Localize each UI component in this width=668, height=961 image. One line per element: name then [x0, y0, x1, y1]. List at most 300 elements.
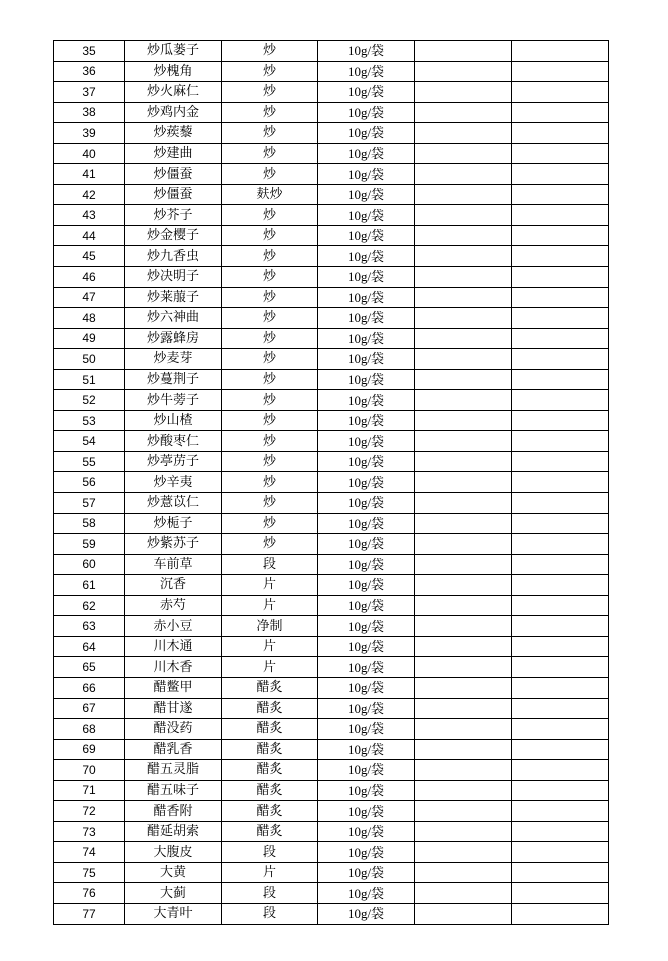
process-method: 炒: [222, 472, 318, 493]
blank-cell: [415, 636, 512, 657]
blank-cell: [512, 205, 609, 226]
table-row: [54, 184, 609, 205]
package-spec: 10g/袋: [318, 349, 415, 370]
blank-cell: [415, 369, 512, 390]
blank-cell: [415, 102, 512, 123]
process-method: 炒: [222, 349, 318, 370]
package-spec: 10g/袋: [318, 739, 415, 760]
table-row: [54, 575, 609, 596]
package-spec: 10g/袋: [318, 390, 415, 411]
table-row: [54, 801, 609, 822]
blank-cell: [415, 225, 512, 246]
herb-name: 炒芥子: [125, 205, 222, 226]
row-number: 45: [54, 246, 125, 267]
package-spec: 10g/袋: [318, 801, 415, 822]
table-row: [54, 287, 609, 308]
package-spec: 10g/袋: [318, 246, 415, 267]
table-row: [54, 82, 609, 103]
herb-name: 赤小豆: [125, 616, 222, 637]
blank-cell: [512, 534, 609, 555]
table-row: [54, 636, 609, 657]
table-body: [54, 41, 609, 925]
table-row: [54, 657, 609, 678]
row-number: 54: [54, 431, 125, 452]
blank-cell: [512, 883, 609, 904]
blank-cell: [415, 698, 512, 719]
row-number: 38: [54, 102, 125, 123]
process-method: 段: [222, 842, 318, 863]
row-number: 53: [54, 410, 125, 431]
process-method: 段: [222, 903, 318, 924]
herb-name: 醋香附: [125, 801, 222, 822]
row-number: 43: [54, 205, 125, 226]
table-row: [54, 493, 609, 514]
blank-cell: [415, 41, 512, 62]
blank-cell: [415, 534, 512, 555]
process-method: 醋炙: [222, 698, 318, 719]
blank-cell: [415, 143, 512, 164]
process-method: 麸炒: [222, 184, 318, 205]
package-spec: 10g/袋: [318, 595, 415, 616]
herb-name: 大蓟: [125, 883, 222, 904]
blank-cell: [512, 677, 609, 698]
blank-cell: [512, 246, 609, 267]
blank-cell: [512, 554, 609, 575]
process-method: 炒: [222, 431, 318, 452]
blank-cell: [415, 842, 512, 863]
blank-cell: [415, 739, 512, 760]
blank-cell: [415, 287, 512, 308]
blank-cell: [415, 267, 512, 288]
table-row: [54, 205, 609, 226]
row-number: 56: [54, 472, 125, 493]
package-spec: 10g/袋: [318, 82, 415, 103]
row-number: 48: [54, 308, 125, 329]
blank-cell: [415, 821, 512, 842]
package-spec: 10g/袋: [318, 369, 415, 390]
blank-cell: [415, 677, 512, 698]
package-spec: 10g/袋: [318, 554, 415, 575]
herb-name: 醋五味子: [125, 780, 222, 801]
package-spec: 10g/袋: [318, 677, 415, 698]
row-number: 36: [54, 61, 125, 82]
row-number: 59: [54, 534, 125, 555]
package-spec: 10g/袋: [318, 616, 415, 637]
blank-cell: [512, 410, 609, 431]
blank-cell: [512, 801, 609, 822]
blank-cell: [415, 451, 512, 472]
package-spec: 10g/袋: [318, 225, 415, 246]
blank-cell: [512, 349, 609, 370]
blank-cell: [512, 760, 609, 781]
package-spec: 10g/袋: [318, 431, 415, 452]
herb-name: 醋甘遂: [125, 698, 222, 719]
process-method: 炒: [222, 328, 318, 349]
blank-cell: [512, 390, 609, 411]
package-spec: 10g/袋: [318, 410, 415, 431]
row-number: 49: [54, 328, 125, 349]
row-number: 70: [54, 760, 125, 781]
blank-cell: [512, 287, 609, 308]
herb-name: 炒鸡内金: [125, 102, 222, 123]
blank-cell: [512, 328, 609, 349]
blank-cell: [512, 431, 609, 452]
blank-cell: [415, 862, 512, 883]
blank-cell: [415, 410, 512, 431]
table-row: [54, 739, 609, 760]
process-method: 炒: [222, 205, 318, 226]
blank-cell: [512, 369, 609, 390]
herb-name: 炒瓜蒌子: [125, 41, 222, 62]
process-method: 片: [222, 657, 318, 678]
herb-name: 炒紫苏子: [125, 534, 222, 555]
package-spec: 10g/袋: [318, 287, 415, 308]
blank-cell: [415, 513, 512, 534]
package-spec: 10g/袋: [318, 698, 415, 719]
table-row: [54, 616, 609, 637]
row-number: 58: [54, 513, 125, 534]
process-method: 炒: [222, 61, 318, 82]
table-row: [54, 595, 609, 616]
package-spec: 10g/袋: [318, 472, 415, 493]
blank-cell: [415, 349, 512, 370]
blank-cell: [512, 184, 609, 205]
row-number: 50: [54, 349, 125, 370]
process-method: 炒: [222, 493, 318, 514]
herb-name: 川木通: [125, 636, 222, 657]
herb-name: 醋鳖甲: [125, 677, 222, 698]
table-row: [54, 164, 609, 185]
row-number: 41: [54, 164, 125, 185]
row-number: 66: [54, 677, 125, 698]
process-method: 片: [222, 595, 318, 616]
process-method: 炒: [222, 164, 318, 185]
process-method: 炒: [222, 267, 318, 288]
blank-cell: [415, 184, 512, 205]
row-number: 67: [54, 698, 125, 719]
blank-cell: [512, 451, 609, 472]
herb-name: 炒薏苡仁: [125, 493, 222, 514]
blank-cell: [512, 513, 609, 534]
blank-cell: [415, 61, 512, 82]
package-spec: 10g/袋: [318, 760, 415, 781]
row-number: 74: [54, 842, 125, 863]
package-spec: 10g/袋: [318, 842, 415, 863]
table-row: [54, 534, 609, 555]
table-row: [54, 677, 609, 698]
table-row: [54, 328, 609, 349]
row-number: 60: [54, 554, 125, 575]
table-row: [54, 369, 609, 390]
blank-cell: [512, 862, 609, 883]
herb-name: 炒九香虫: [125, 246, 222, 267]
blank-cell: [415, 123, 512, 144]
table-row: [54, 842, 609, 863]
process-method: 炒: [222, 102, 318, 123]
herb-name: 炒酸枣仁: [125, 431, 222, 452]
table-row: [54, 760, 609, 781]
herb-name: 炒辛夷: [125, 472, 222, 493]
blank-cell: [415, 801, 512, 822]
table-row: [54, 41, 609, 62]
blank-cell: [512, 225, 609, 246]
blank-cell: [512, 164, 609, 185]
process-method: 片: [222, 862, 318, 883]
package-spec: 10g/袋: [318, 308, 415, 329]
table-row: [54, 431, 609, 452]
table-row: [54, 780, 609, 801]
process-method: 炒: [222, 143, 318, 164]
row-number: 62: [54, 595, 125, 616]
blank-cell: [512, 780, 609, 801]
process-method: 炒: [222, 513, 318, 534]
row-number: 72: [54, 801, 125, 822]
table-row: [54, 123, 609, 144]
herb-list-table: [53, 40, 609, 925]
herb-name: 炒莱菔子: [125, 287, 222, 308]
process-method: 醋炙: [222, 821, 318, 842]
process-method: 醋炙: [222, 677, 318, 698]
row-number: 61: [54, 575, 125, 596]
process-method: 炒: [222, 123, 318, 144]
package-spec: 10g/袋: [318, 883, 415, 904]
blank-cell: [512, 657, 609, 678]
blank-cell: [512, 143, 609, 164]
package-spec: 10g/袋: [318, 821, 415, 842]
process-method: 炒: [222, 369, 318, 390]
package-spec: 10g/袋: [318, 61, 415, 82]
blank-cell: [512, 123, 609, 144]
blank-cell: [512, 719, 609, 740]
table-row: [54, 472, 609, 493]
table-row: [54, 821, 609, 842]
row-number: 68: [54, 719, 125, 740]
blank-cell: [512, 61, 609, 82]
package-spec: 10g/袋: [318, 903, 415, 924]
package-spec: 10g/袋: [318, 862, 415, 883]
package-spec: 10g/袋: [318, 184, 415, 205]
package-spec: 10g/袋: [318, 205, 415, 226]
package-spec: 10g/袋: [318, 575, 415, 596]
herb-name: 炒麦芽: [125, 349, 222, 370]
table-row: [54, 102, 609, 123]
herb-name: 大青叶: [125, 903, 222, 924]
herb-name: 炒六神曲: [125, 308, 222, 329]
blank-cell: [415, 595, 512, 616]
table-row: [54, 451, 609, 472]
herb-name: 炒槐角: [125, 61, 222, 82]
package-spec: 10g/袋: [318, 493, 415, 514]
package-spec: 10g/袋: [318, 164, 415, 185]
blank-cell: [415, 164, 512, 185]
row-number: 63: [54, 616, 125, 637]
blank-cell: [415, 903, 512, 924]
process-method: 炒: [222, 246, 318, 267]
herb-name: 炒僵蚕: [125, 164, 222, 185]
blank-cell: [512, 267, 609, 288]
blank-cell: [512, 903, 609, 924]
blank-cell: [512, 102, 609, 123]
blank-cell: [415, 780, 512, 801]
table-row: [54, 903, 609, 924]
row-number: 51: [54, 369, 125, 390]
package-spec: 10g/袋: [318, 41, 415, 62]
row-number: 65: [54, 657, 125, 678]
blank-cell: [415, 575, 512, 596]
package-spec: 10g/袋: [318, 451, 415, 472]
blank-cell: [415, 431, 512, 452]
table-row: [54, 225, 609, 246]
process-method: 炒: [222, 390, 318, 411]
blank-cell: [415, 328, 512, 349]
herb-name: 炒葶苈子: [125, 451, 222, 472]
table-row: [54, 410, 609, 431]
blank-cell: [415, 616, 512, 637]
package-spec: 10g/袋: [318, 328, 415, 349]
blank-cell: [512, 493, 609, 514]
package-spec: 10g/袋: [318, 513, 415, 534]
blank-cell: [415, 472, 512, 493]
process-method: 段: [222, 883, 318, 904]
process-method: 炒: [222, 534, 318, 555]
package-spec: 10g/袋: [318, 143, 415, 164]
blank-cell: [512, 308, 609, 329]
process-method: 炒: [222, 287, 318, 308]
table-row: [54, 267, 609, 288]
herb-name: 炒决明子: [125, 267, 222, 288]
table-row: [54, 883, 609, 904]
herb-name: 川木香: [125, 657, 222, 678]
herb-name: 炒火麻仁: [125, 82, 222, 103]
blank-cell: [415, 657, 512, 678]
herb-name: 醋五灵脂: [125, 760, 222, 781]
row-number: 37: [54, 82, 125, 103]
herb-name: 炒牛蒡子: [125, 390, 222, 411]
herb-name: 沉香: [125, 575, 222, 596]
blank-cell: [415, 205, 512, 226]
process-method: 炒: [222, 225, 318, 246]
package-spec: 10g/袋: [318, 780, 415, 801]
process-method: 醋炙: [222, 739, 318, 760]
row-number: 52: [54, 390, 125, 411]
herb-name: 炒山楂: [125, 410, 222, 431]
blank-cell: [512, 595, 609, 616]
row-number: 40: [54, 143, 125, 164]
herb-name: 大腹皮: [125, 842, 222, 863]
process-method: 片: [222, 636, 318, 657]
package-spec: 10g/袋: [318, 267, 415, 288]
process-method: 炒: [222, 82, 318, 103]
table-row: [54, 554, 609, 575]
row-number: 64: [54, 636, 125, 657]
process-method: 炒: [222, 410, 318, 431]
table-row: [54, 61, 609, 82]
blank-cell: [512, 616, 609, 637]
table-row: [54, 719, 609, 740]
row-number: 39: [54, 123, 125, 144]
table-row: [54, 349, 609, 370]
herb-name: 车前草: [125, 554, 222, 575]
process-method: 醋炙: [222, 801, 318, 822]
process-method: 炒: [222, 41, 318, 62]
row-number: 71: [54, 780, 125, 801]
row-number: 46: [54, 267, 125, 288]
row-number: 77: [54, 903, 125, 924]
herb-name: 炒蒺藜: [125, 123, 222, 144]
blank-cell: [512, 575, 609, 596]
herb-name: 炒僵蚕: [125, 184, 222, 205]
blank-cell: [415, 554, 512, 575]
blank-cell: [512, 821, 609, 842]
herb-name: 炒建曲: [125, 143, 222, 164]
blank-cell: [512, 842, 609, 863]
blank-cell: [415, 390, 512, 411]
herb-name: 炒金樱子: [125, 225, 222, 246]
process-method: 净制: [222, 616, 318, 637]
package-spec: 10g/袋: [318, 636, 415, 657]
herb-name: 炒栀子: [125, 513, 222, 534]
process-method: 醋炙: [222, 780, 318, 801]
row-number: 57: [54, 493, 125, 514]
row-number: 47: [54, 287, 125, 308]
table-row: [54, 246, 609, 267]
blank-cell: [415, 82, 512, 103]
blank-cell: [512, 698, 609, 719]
package-spec: 10g/袋: [318, 123, 415, 144]
row-number: 44: [54, 225, 125, 246]
blank-cell: [512, 41, 609, 62]
package-spec: 10g/袋: [318, 534, 415, 555]
row-number: 55: [54, 451, 125, 472]
table-row: [54, 862, 609, 883]
herb-name: 醋延胡索: [125, 821, 222, 842]
table-row: [54, 390, 609, 411]
table-row: [54, 513, 609, 534]
process-method: 醋炙: [222, 760, 318, 781]
blank-cell: [415, 719, 512, 740]
package-spec: 10g/袋: [318, 719, 415, 740]
table-row: [54, 143, 609, 164]
process-method: 炒: [222, 451, 318, 472]
blank-cell: [415, 760, 512, 781]
process-method: 醋炙: [222, 719, 318, 740]
row-number: 35: [54, 41, 125, 62]
blank-cell: [512, 739, 609, 760]
package-spec: 10g/袋: [318, 102, 415, 123]
herb-name: 赤芍: [125, 595, 222, 616]
row-number: 73: [54, 821, 125, 842]
blank-cell: [512, 82, 609, 103]
row-number: 42: [54, 184, 125, 205]
herb-name: 醋没药: [125, 719, 222, 740]
blank-cell: [415, 308, 512, 329]
blank-cell: [512, 472, 609, 493]
herb-name: 大黄: [125, 862, 222, 883]
process-method: 片: [222, 575, 318, 596]
row-number: 69: [54, 739, 125, 760]
table-row: [54, 698, 609, 719]
herb-name: 炒蔓荆子: [125, 369, 222, 390]
process-method: 炒: [222, 308, 318, 329]
row-number: 75: [54, 862, 125, 883]
blank-cell: [512, 636, 609, 657]
process-method: 段: [222, 554, 318, 575]
table-row: [54, 308, 609, 329]
blank-cell: [415, 246, 512, 267]
herb-name: 醋乳香: [125, 739, 222, 760]
blank-cell: [415, 493, 512, 514]
herb-name: 炒露蜂房: [125, 328, 222, 349]
